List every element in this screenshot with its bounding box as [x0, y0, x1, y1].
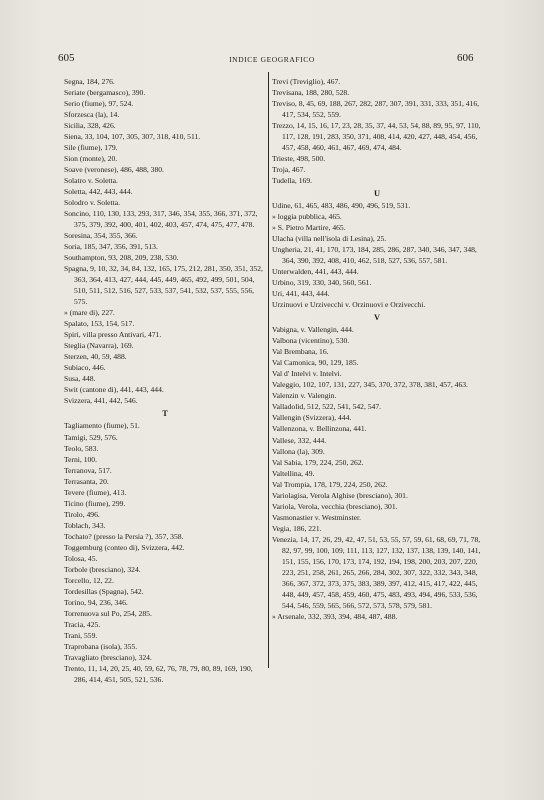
index-entry: Soncino, 110, 130, 133, 293, 317, 346, 354, 355, 366, 371, 372, 375, 379, 392, 400, 401, 402, 403, 457, 474, 475, 477, 478.	[64, 209, 258, 230]
index-entry: Siena, 33, 104, 107, 305, 307, 318, 410, 511.	[64, 132, 201, 142]
index-entry: Vegia, 186, 221.	[272, 523, 322, 533]
section-letter: V	[373, 313, 381, 323]
index-entry: Toggemburg (conteo di), Svizzera, 442.	[64, 542, 185, 552]
index-entry: Torino, 94, 236, 346.	[64, 597, 128, 607]
right-index-column	[272, 76, 482, 622]
index-entry: Sforzesca (la), 14.	[64, 110, 120, 120]
index-entry: Torcello, 12, 22.	[64, 575, 114, 585]
index-entry: Terni, 100.	[64, 454, 97, 464]
index-entry: Sterzen, 40, 59, 488.	[64, 352, 127, 362]
index-entry: Trieste, 498, 500.	[272, 154, 326, 164]
index-entry: Tagliamento (fiume), 51.	[64, 421, 140, 431]
index-entry: Soresina, 354, 355, 366.	[64, 231, 138, 241]
index-entry: Tudella, 169.	[272, 176, 313, 186]
index-entry: Travagliato (bresciano), 324.	[64, 652, 152, 662]
index-entry: Trani, 559.	[64, 630, 98, 640]
index-entry: Valenzin v. Valengin.	[272, 391, 337, 401]
index-entry: Trezzo, 14, 15, 16, 17, 23, 28, 35, 37, 44, 53, 54, 88, 89, 95, 97, 110, 117, 128, 191, 283, 350, 371, 408, 414, 420, 427, 448, 454, 456, 457, 458, 460, 461, 467, 469, 474, 484.	[272, 121, 481, 153]
running-title: INDICE GEOGRAFICO	[229, 55, 315, 64]
index-entry: Trevisana, 188, 280, 528.	[272, 88, 350, 98]
index-entry: Soave (veronese), 486, 488, 380.	[64, 165, 164, 175]
index-entry: Southampton, 93, 208, 209, 238, 530.	[64, 253, 179, 263]
index-entry: Variola, Verola, vecchia (bresciano), 301.	[272, 501, 398, 511]
index-entry: Spagna, 9, 10, 32, 34, 84, 132, 165, 175, 212, 281, 350, 351, 352, 363, 364, 413, 427, 444, 445, 449, 465, 492, 499, 501, 504, 510, 511, 512, 516, 527, 533, 537, 541, 532, 537, 555, 556, 575.	[64, 264, 263, 307]
index-entry: Serio (fiume), 97, 524.	[64, 99, 134, 109]
index-entry: Venezia, 14, 17, 26, 29, 42, 47, 51, 53, 55, 57, 59, 61, 68, 69, 71, 78, 82, 97, 99, 100, 109, 111, 113, 127, 132, 137, 138, 139, 140, 141, 151, 155, 156, 170, 173, 174, 192, 194, 198, 200, 203, 207, 220, 223, 251, 258, 261, 265, 266, 284, 302, 307, 322, 332, 343, 348, 366, 367, 372, 373, 375, 383, 389, 397, 412, 415, 417, 422, 445, 448, 449, 457, 458, 459, 460, 475, 483, 493, 494, 496, 533, 536, 544, 546, 559, 565, 566, 572, 573, 578, 579, 581.	[272, 534, 481, 610]
index-entry: Spiri, villa presso Antivari, 471.	[64, 330, 162, 340]
index-entry: Torrenuova sul Po, 254, 285.	[64, 608, 152, 618]
index-entry: Ulacha (villa nell'isola di Lesina), 25.	[272, 234, 387, 244]
index-entry: » Arsenale, 332, 393, 394, 484, 487, 488.	[272, 611, 398, 621]
index-entry: Segna, 184, 276.	[64, 77, 115, 86]
index-entry: Tolosa, 45.	[64, 553, 98, 563]
index-entry: Val Trompia, 178, 179, 224, 250, 262.	[272, 479, 388, 489]
index-entry: Treviso, 8, 45, 69, 188, 267, 282, 287, 307, 391, 331, 333, 351, 416, 417, 534, 552, 559.	[272, 99, 480, 120]
index-entry: Val Brembana, 16.	[272, 347, 329, 357]
index-entry: Tevere (fiume), 413.	[64, 487, 127, 497]
index-entry: Valbona (vicentino), 530.	[272, 336, 350, 346]
index-entry: Val Camonica, 90, 129, 185.	[272, 358, 359, 368]
index-entry: Tordesillas (Spagna), 542.	[64, 586, 144, 596]
index-entry: Valeggio, 102, 107, 131, 227, 345, 370, 372, 378, 381, 457, 463.	[272, 380, 468, 390]
index-entry: Sion (monte), 20.	[64, 154, 118, 164]
index-entry: » S. Pietro Martire, 465.	[272, 223, 346, 233]
index-entry: Steglia (Navarra), 169.	[64, 341, 134, 351]
left-index-column	[64, 76, 266, 685]
right-page-number: 606	[457, 52, 474, 64]
index-entry: Trevi (Treviglio), 467.	[272, 77, 341, 86]
column-divider	[268, 72, 269, 668]
index-entry: Urbino, 319, 330, 340, 560, 561.	[272, 278, 372, 288]
index-entry: Sile (fiume), 179.	[64, 143, 118, 153]
index-entry: Variolagisa, Verola Alghise (bresciano), 301.	[272, 490, 408, 500]
index-entry: Tirolo, 496.	[64, 509, 100, 519]
index-entry: Unterwalden, 441, 443, 444.	[272, 267, 359, 277]
index-entry: Val d' Intelvi v. Intelvi.	[272, 369, 342, 379]
index-entry: Torbole (bresciano), 324.	[64, 564, 141, 574]
index-entry: Solatro v. Soletta.	[64, 176, 118, 186]
section-letter: T	[162, 409, 168, 419]
index-entry: » loggia pubblica, 465.	[272, 212, 342, 222]
index-entry: Terrasanta, 20.	[64, 476, 109, 486]
index-entry: Vabigna, v. Vallengin, 444.	[272, 325, 354, 335]
index-entry: Uri, 441, 443, 444.	[272, 289, 330, 299]
index-entry: Teolo, 583.	[64, 443, 99, 453]
index-entry: Soria, 185, 347, 356, 391, 513.	[64, 242, 158, 252]
index-entry: Vasmonastier v. Westminster.	[272, 512, 362, 522]
index-entry: Ungheria, 21, 41, 170, 173, 184, 285, 286, 287, 340, 346, 347, 348, 364, 390, 392, 408, 410, 462, 518, 527, 536, 557, 581.	[272, 245, 477, 266]
index-entry: Toblach, 343.	[64, 520, 106, 530]
index-entry: Valladolid, 512, 522, 541, 542, 547.	[272, 402, 382, 412]
left-page-number: 605	[58, 52, 75, 64]
index-entry: Troja, 467.	[272, 165, 306, 175]
index-entry: Vallona (la), 309.	[272, 446, 325, 456]
index-entry: Vallengin (Svizzera), 444.	[272, 413, 352, 423]
index-entry: Spalato, 153, 154, 517.	[64, 319, 135, 329]
index-entry: Trento, 11, 14, 20, 25, 40, 59, 62, 76, 78, 79, 80, 89, 169, 190, 286, 414, 451, 505, 521, 536.	[64, 663, 253, 684]
index-entry: Vallenzona, v. Bellinzona, 441.	[272, 424, 367, 434]
index-entry: Tamigi, 529, 576.	[64, 432, 118, 442]
index-entry: Vallese, 332, 444.	[272, 435, 327, 445]
index-entry: Seriate (bergamasco), 390.	[64, 88, 146, 98]
index-entry: Traprobana (isola), 355.	[64, 641, 138, 651]
index-entry: Ticino (fiume), 299.	[64, 498, 126, 508]
index-entry: Sicilia, 328, 426.	[64, 121, 116, 131]
index-entry: Tochato? (presso la Persia ?), 357, 358.	[64, 531, 184, 541]
section-letter: U	[373, 189, 381, 199]
index-entry: Swit (cantone di), 441, 443, 444.	[64, 385, 164, 395]
index-entry: Susa, 448.	[64, 374, 96, 384]
index-entry: Solodro v. Soletta.	[64, 198, 121, 208]
index-entry: Terranova, 517.	[64, 465, 112, 475]
index-entry: Tracia, 425.	[64, 619, 101, 629]
index-entry: Svizzera, 441, 442, 546.	[64, 396, 138, 406]
index-entry: Udine, 61, 465, 483, 486, 490, 496, 519, 531.	[272, 201, 411, 211]
index-entry: Soletta, 442, 443, 444.	[64, 187, 133, 197]
index-entry: Valtellina, 49.	[272, 468, 315, 478]
index-entry: Urzinuovi e Urzivecchi v. Orzinuovi e Orzivecchi.	[272, 300, 426, 310]
index-entry: » (mare di), 227.	[64, 308, 115, 318]
index-entry: Val Sabia, 179, 224, 250, 262.	[272, 457, 364, 467]
index-entry: Subiaco, 446.	[64, 363, 106, 373]
